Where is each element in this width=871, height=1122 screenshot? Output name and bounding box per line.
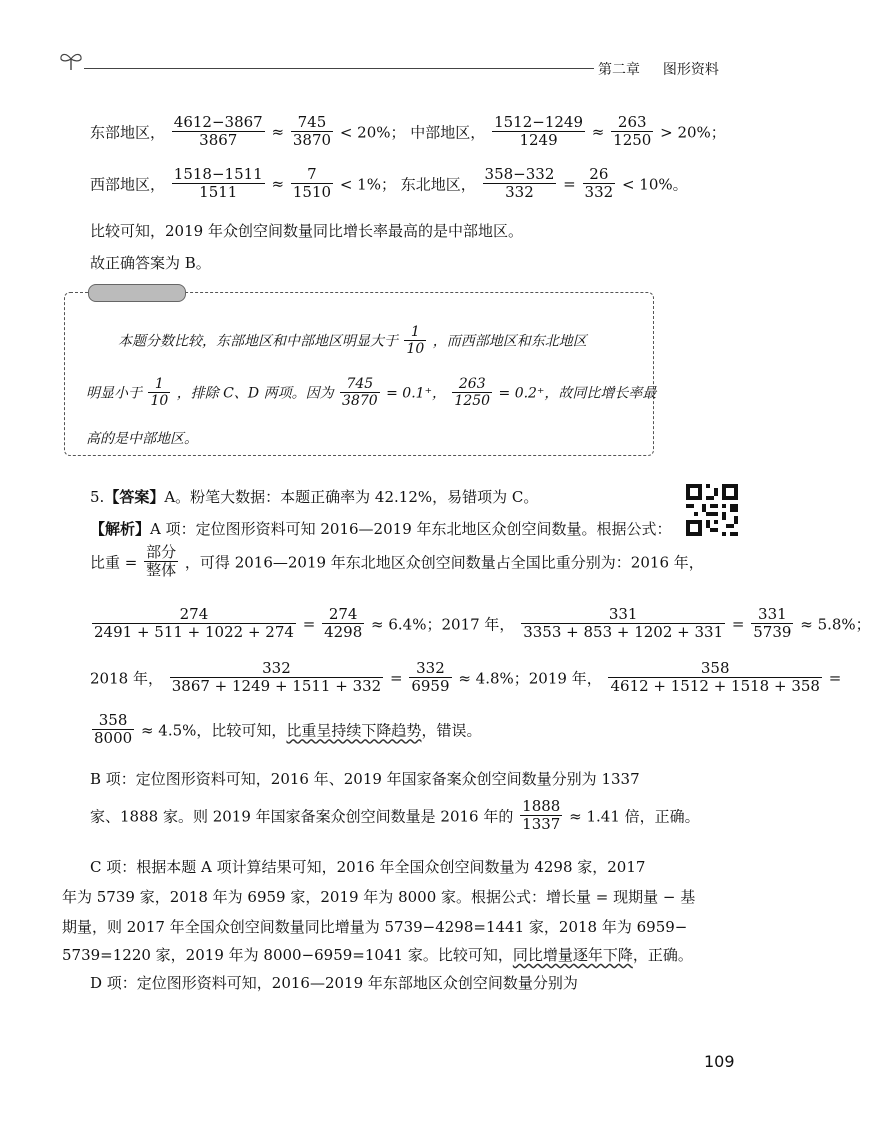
d-line1: D 项：定位图形资料可知，2016—2019 年东部地区众创空间数量分别为: [90, 974, 578, 992]
west-ne-line: 西部地区， $\frac{1518-1511}{1511}$ ≈ $\frac{7}{1510}$ < 1%； 东北地区， $\frac{358-332}{332}$ = $\frac{26}{332}$ < 10%。: [90, 165, 688, 202]
header-chapter: [598, 59, 719, 79]
note-line2: 明显小于 $\frac{1}{10}$ ，排除 C、D 两项。因为 $\frac{745}{3870}$ = 0.1⁺， $\frac{263}{1250}$ = 0.2⁺，故同比增长率最: [86, 376, 657, 410]
header-chapter-label: 第二章: [598, 62, 640, 78]
answer-line: 故正确答案为 B。: [90, 254, 211, 272]
central-label: 中部地区，: [410, 123, 486, 142]
west-frac1: $\frac{1518-1511}{1511}$: [173, 165, 263, 202]
west-frac2: $\frac{7}{1510}$: [292, 165, 332, 202]
ne-frac2: $\frac{26}{332}$: [584, 165, 614, 202]
header-rule: [84, 68, 594, 69]
east-central-line: 东部地区， $\frac{4612-3867}{3867}$ ≈ $\frac{745}{3870}$ < 20%； 中部地区， $\frac{1512-1249}{1249}$ ≈ $\frac{263}{1250}$ > 20%；: [90, 113, 726, 150]
compare-line: 比较可知，2019 年众创空间数量同比增长率最高的是中部地区。: [90, 222, 523, 240]
b-line1: B 项：定位图形资料可知，2016 年、2019 年国家备案众创空间数量分别为 1337: [90, 770, 640, 788]
c-line4: 5739=1220 家，2019 年为 8000−6959=1041 家。比较可知，同比增量逐年下降，正确。: [62, 946, 693, 964]
page-number: 109: [704, 1052, 735, 1071]
y2016-2017-line: $\frac{274}{2491 + 511 + 1022 + 274}$ = $\frac{274}{4298}$ ≈ 6.4%；2017 年， $\frac{331}{3353 + 853 + 1202 + 331}$ = $\frac{331}{5739}$ ≈ 5.8%；: [94, 605, 871, 642]
c-line1: C 项：根据本题 A 项计算结果可知，2016 年全国众创空间数量为 4298 家，2017: [90, 858, 646, 876]
west-label: 西部地区，: [90, 175, 166, 194]
ne-frac1: $\frac{358-332}{332}$: [484, 165, 555, 202]
header-sprout-icon: [58, 50, 84, 72]
y2019-result-line: $\frac{358}{8000}$ ≈ 4.5%，比较可知，比重呈持续下降趋势，错误。: [94, 711, 482, 748]
qr-code[interactable]: [686, 484, 738, 536]
east-label: 东部地区，: [90, 123, 166, 142]
q5-analysis-line: 【解析】A 项：定位图形资料可知 2016—2019 年东北地区众创空间数量。根据公式：: [90, 520, 672, 538]
note-badge: [88, 284, 186, 302]
y2018-2019-line: 2018 年， $\frac{332}{3867 + 1249 + 1511 + 332}$ = $\frac{332}{6959}$ ≈ 4.8%；2019 年， $\frac{358}{4612 + 1512 + 1518 + 358}$ =: [90, 659, 842, 696]
central-frac2: $\frac{263}{1250}$: [613, 113, 652, 150]
c-line2: 年为 5739 家，2018 年为 6959 家，2019 年为 8000 家。根据公式：增长量 = 现期量 − 基: [62, 888, 696, 906]
east-frac2: $\frac{745}{3870}$: [292, 113, 332, 150]
q5-formula-line: 比重 = $\frac{\text{部分}}{\text{整体}}$ ，可得 2016—2019 年东北地区众创空间数量占全国比重分别为：2016 年，: [90, 543, 704, 580]
note-line1: 本题分数比较，东部地区和中部地区明显大于 $\frac{1}{10}$ ，而西部地区和东北地区: [118, 324, 587, 358]
ne-label: 东北地区，: [400, 175, 476, 194]
c-line3: 期量，则 2017 年全国众创空间数量同比增量为 5739−4298=1441 家，2018 年为 6959−: [62, 918, 688, 936]
b-line2: 家、1888 家。则 2019 年国家备案众创空间数量是 2016 年的 $\frac{1888}{1337}$ ≈ 1.41 倍，正确。: [90, 797, 700, 834]
central-frac1: $\frac{1512-1249}{1249}$: [494, 113, 584, 150]
note-line3: 高的是中部地区。: [86, 431, 198, 447]
header-chapter-title: 图形资料: [662, 62, 719, 78]
formula-frac: $\frac{\text{部分}}{\text{整体}}$: [146, 543, 177, 580]
q5-answer-line: 5.【答案】A。粉笔大数据：本题正确率为 42.12%，易错项为 C。: [90, 488, 539, 506]
east-frac1: $\frac{4612-3867}{3867}$: [173, 113, 263, 150]
